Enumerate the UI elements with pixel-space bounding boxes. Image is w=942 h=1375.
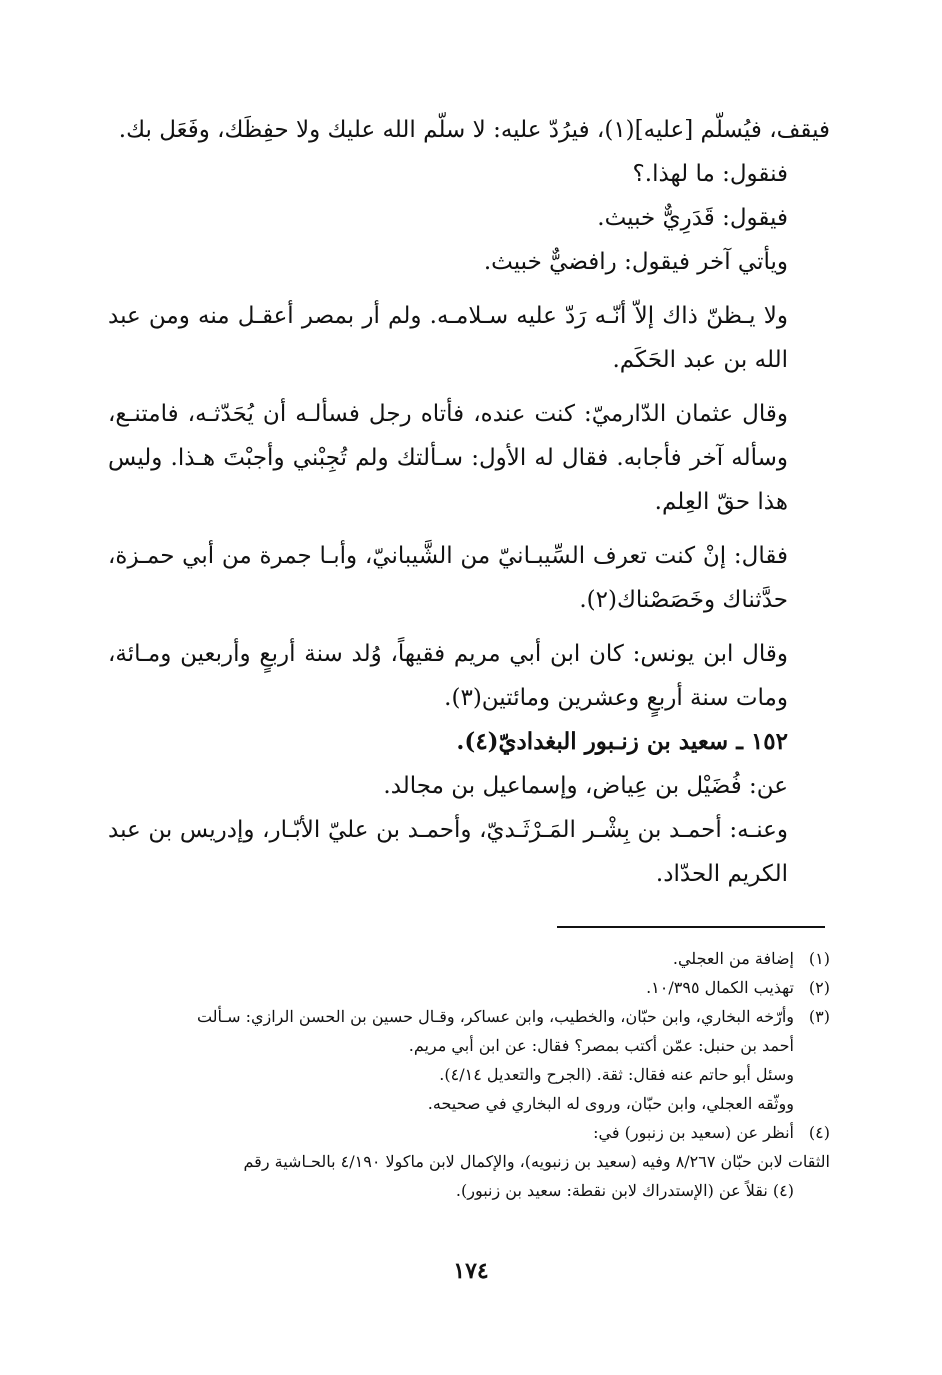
- footnote-continuation: الثقات لابن حبّان ٨/٢٦٧ وفيه (سعيد بن زنبويه)، والإكمال لابن ماكولا ٤/١٩٠ بالحـاشية رقم: [243, 1152, 830, 1171]
- paragraph: فيقف، فيُسلّم [عليه](١)، فيرُدّ عليه: لا سلّم الله عليك ولا حفِظَك، وفَعَل بك.: [118, 117, 830, 143]
- footnote-text: وأرّخه البخاري، وابن حبّان، والخطيب، وابن عساكر، وقـال حسين بن الحسن الرازي: سـألت: [196, 1007, 794, 1026]
- paragraph: فيقول: قَدَرِيٌّ خبيث.: [597, 205, 788, 231]
- paragraph: وقال ابن يونس: كان ابن أبي مريم فقيهاً، وُلد سنة أربعٍ وأربعين ومـائة، ومات سنة أربعٍ وعشرين ومائتين(٣).: [108, 641, 788, 711]
- footnote-divider: [557, 926, 825, 928]
- paragraph: ولا يـظنّ ذاك إلاّ أنّـه رَدّ عليه سـلامـه. ولم أر بمصر أعقـل منه ومن عبد الله بن عبد الحَكَم.: [108, 303, 788, 373]
- footnote-text: أنظر عن (سعيد بن زنبور) في:: [593, 1123, 794, 1142]
- footnote-continuation: أحمد بن حنبل: عمّن أكتب بمصر؟ فقال: عن ابن أبي مريم.: [408, 1036, 794, 1055]
- paragraph: وعنـه: أحمـد بن بِشْـر المَـرْثَـديّ، وأحمـد بن عليّ الأبّـار، وإدريس بن عبد الكريم الحدّاد.: [108, 817, 788, 887]
- footnote: [108, 973, 830, 1002]
- footnote-text: تهذيب الكمال ١٠/٣٩٥.: [646, 978, 794, 997]
- footnote: [108, 1118, 830, 1147]
- paragraph: فقال: إنْ كنت تعرف السِّيبـانيّ من الشَّيبانيّ، وأبـا جمرة من أبي حمـزة، حدَّثناك وخَصَصْناك(٢).: [108, 543, 788, 613]
- footnote-number: (٣): [808, 1007, 830, 1026]
- footnote-number: (١): [808, 949, 830, 968]
- main-text: [108, 108, 830, 896]
- paragraph: وقال عثمان الدّارميّ: كنت عنده، فأتاه رجل فسألـه أن يُحَدّثـه، فامتنـع، وسأله آخر فأجابه. فقال له الأول: سـألتك ولم تُجِبْني وأجبْتَ هـذا. وليس هذا حقّ العِلم.: [108, 401, 788, 515]
- footnote-number: (٤): [808, 1123, 830, 1142]
- footnote-number: (٢): [808, 978, 830, 997]
- paragraph: ويأتي آخر فيقول: رافضيٌّ خبيث.: [483, 249, 788, 275]
- footnote-text: إضافة من العجلي.: [672, 949, 794, 968]
- footnote-continuation: (٤) نقلاً عن (الإستدراك لابن نقطة: سعيد بن زنبور).: [455, 1181, 794, 1200]
- page-number: ١٧٤: [453, 1258, 489, 1284]
- footnote-continuation: وسئل أبو حاتم عنه فقال: ثقة. (الجرح والتعديل ٤/١٤).: [439, 1065, 794, 1084]
- paragraph: فنقول: ما لهذا.؟: [632, 161, 788, 187]
- footnote: [108, 944, 830, 973]
- footnote: [108, 1002, 830, 1031]
- entry-heading: ١٥٢ ـ سعيد بن زنـبور البغداديّ(٤).: [456, 728, 788, 755]
- paragraph: عن: فُضَيْل بن عِياض، وإسماعيل بن مجالد.: [383, 773, 788, 799]
- footnote-continuation: ووثّقه العجلي، وابن حبّان، وروى له البخاري في صحيحه.: [427, 1094, 794, 1113]
- footnotes: [108, 944, 830, 1205]
